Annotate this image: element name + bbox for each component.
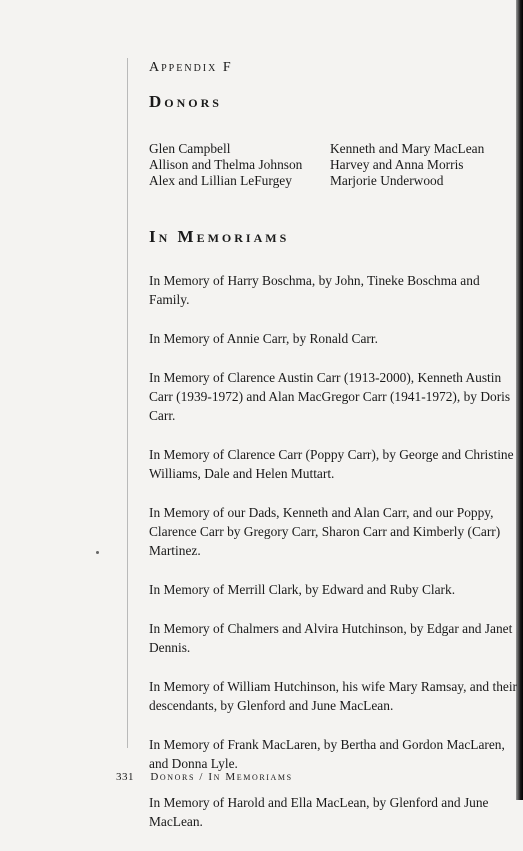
memoriam-list	[149, 271, 519, 851]
donors-column-right	[330, 141, 484, 189]
memoriam-entry: In Memory of our Dads, Kenneth and Alan Carr, and our Poppy, Clarence Carr by Gregory Carr, Sharon Carr and Kimberly (Carr) Martinez.	[149, 505, 501, 558]
appendix-label: Appendix F	[149, 60, 233, 75]
donors-heading: Donors	[149, 92, 222, 111]
memoriam-entry: In Memory of William Hutchinson, his wife Mary Ramsay, and their descendants, by Glenford and June MacLean.	[149, 679, 518, 713]
page-footer	[116, 771, 293, 783]
donor-name: Alex and Lillian LeFurgey	[149, 173, 292, 188]
donor-name: Glen Campbell	[149, 141, 231, 156]
donor-name: Harvey and Anna Morris	[330, 157, 464, 172]
scan-speck	[96, 551, 99, 554]
memoriam-entry: In Memory of Harry Boschma, by John, Tineke Boschma and Family.	[149, 273, 480, 307]
memoriam-entry: In Memory of Clarence Carr (Poppy Carr), by George and Christine Williams, Dale and Helen Muttart.	[149, 447, 514, 481]
margin-rule	[127, 58, 128, 748]
memoriam-entry: In Memory of Frank MacLaren, by Bertha and Gordon MacLaren, and Donna Lyle.	[149, 737, 505, 771]
running-title: Donors / In Memoriams	[150, 771, 293, 783]
page-number: 331	[116, 771, 134, 783]
donors-column-left	[149, 141, 302, 189]
memoriam-entry: In Memory of Chalmers and Alvira Hutchinson, by Edgar and Janet Dennis.	[149, 621, 513, 655]
donor-name: Marjorie Underwood	[330, 173, 444, 188]
memoriam-entry: In Memory of Merrill Clark, by Edward and Ruby Clark.	[149, 582, 456, 597]
memoriam-entry: In Memory of Annie Carr, by Ronald Carr.	[149, 331, 378, 346]
memoriam-entry: In Memory of Harold and Ella MacLean, by Glenford and June MacLean.	[149, 795, 489, 829]
donor-name: Kenneth and Mary MacLean	[330, 141, 485, 156]
donor-name: Allison and Thelma Johnson	[149, 157, 303, 172]
memoriams-heading: In Memoriams	[149, 227, 290, 246]
memoriam-entry: In Memory of Clarence Austin Carr (1913-2000), Kenneth Austin Carr (1939-1972) and Alan MacGregor Carr (1941-1972), by Doris Carr.	[149, 370, 511, 423]
